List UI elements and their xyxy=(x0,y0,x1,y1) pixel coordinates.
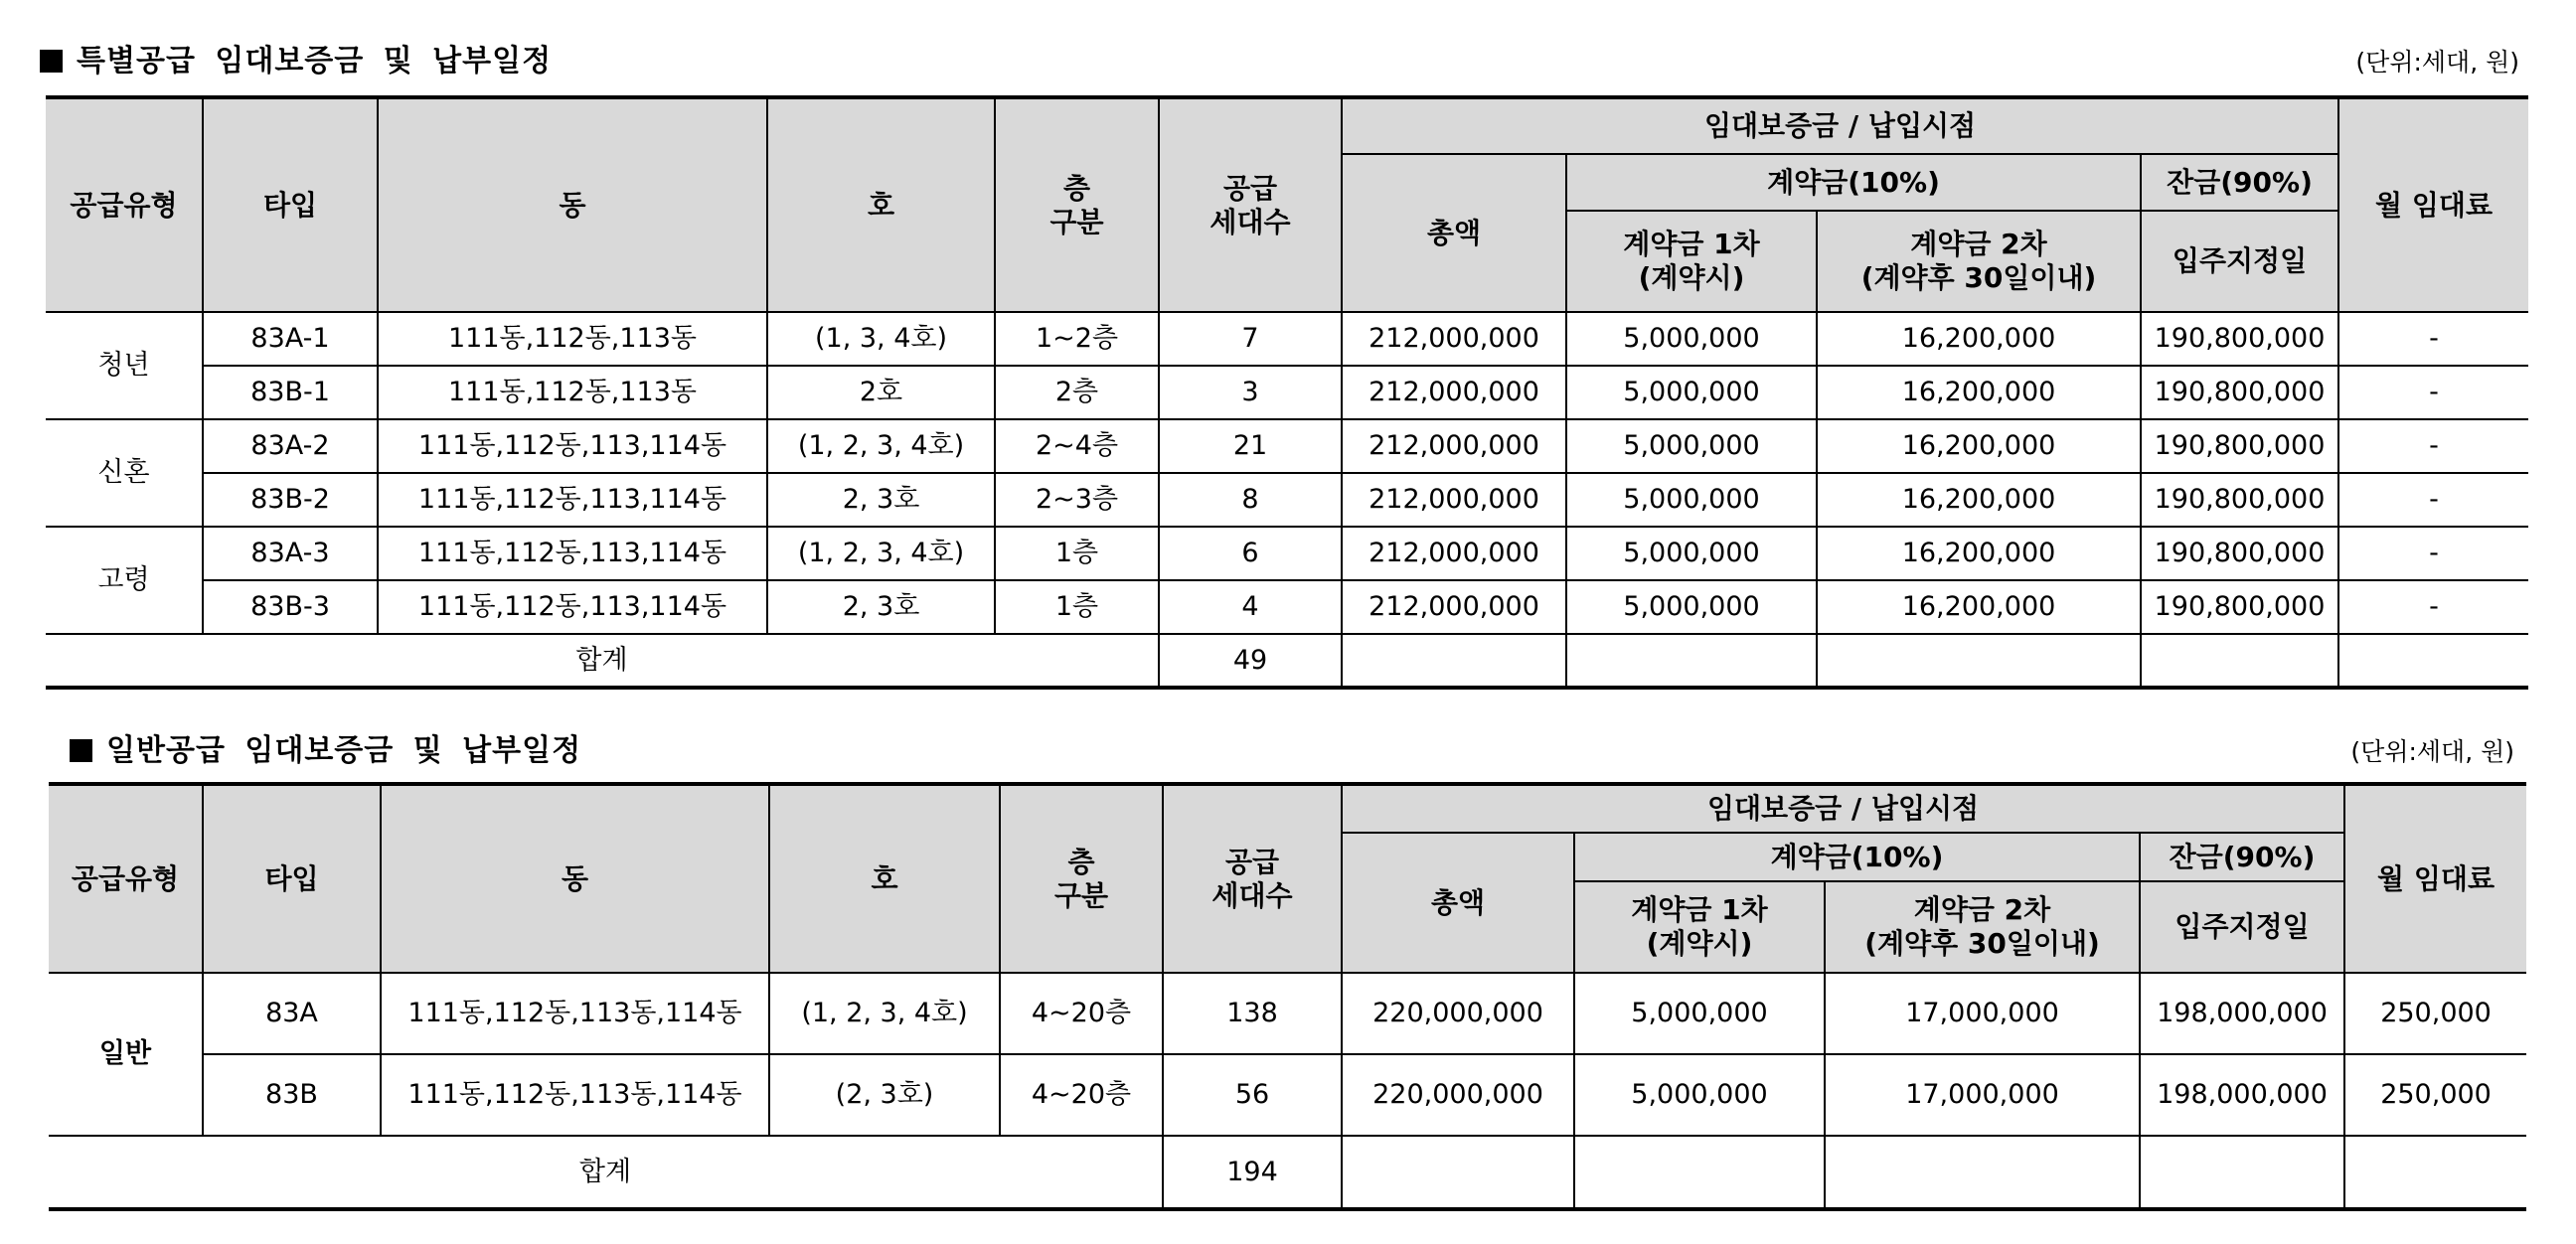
cell-balance: 190,800,000 xyxy=(2141,419,2338,473)
total-label: 합계 xyxy=(49,1136,1163,1209)
cell-rent: - xyxy=(2338,312,2528,366)
cell-dong: 111동,112동,113,114동 xyxy=(378,527,767,580)
group-label: 일반 xyxy=(49,973,203,1136)
cell-contract1: 5,000,000 xyxy=(1566,580,1817,634)
cell-type: 83A xyxy=(203,973,381,1054)
header-dong: 동 xyxy=(378,97,767,312)
cell-contract2: 16,200,000 xyxy=(1817,473,2141,527)
cell-contract1: 5,000,000 xyxy=(1566,312,1817,366)
cell-rent: 250,000 xyxy=(2344,1054,2526,1136)
header-floor: 층 구분 xyxy=(1000,784,1163,973)
header-monthly-rent: 월 임대료 xyxy=(2338,97,2528,312)
cell-contract2: 16,200,000 xyxy=(1817,312,2141,366)
special-section-title: 특별공급 임대보증금 및 납부일정 xyxy=(40,44,552,79)
total-row xyxy=(49,1136,2526,1209)
cell-rent: - xyxy=(2338,366,2528,419)
cell-contract1: 5,000,000 xyxy=(1566,419,1817,473)
header-units: 공급 세대수 xyxy=(1163,784,1342,973)
header-units: 공급 세대수 xyxy=(1159,97,1342,312)
cell-ho: (1, 2, 3, 4호) xyxy=(767,527,995,580)
general-section-title: 일반공급 임대보증금 및 납부일정 xyxy=(70,733,581,769)
cell-balance: 190,800,000 xyxy=(2141,527,2338,580)
header-type: 타입 xyxy=(203,784,381,973)
cell-balance: 190,800,000 xyxy=(2141,366,2338,419)
table-row xyxy=(46,473,2528,527)
cell-ho: (1, 2, 3, 4호) xyxy=(767,419,995,473)
cell-rent: - xyxy=(2338,419,2528,473)
cell-ho: (1, 3, 4호) xyxy=(767,312,995,366)
header-type: 타입 xyxy=(203,97,378,312)
total-empty xyxy=(2141,634,2338,688)
header-dong: 동 xyxy=(381,784,769,973)
cell-units: 4 xyxy=(1159,580,1342,634)
header-monthly-rent: 월 임대료 xyxy=(2344,784,2526,973)
table-row xyxy=(49,973,2526,1054)
total-row xyxy=(46,634,2528,688)
cell-contract2: 17,000,000 xyxy=(1825,1054,2140,1136)
header-ho: 호 xyxy=(767,97,995,312)
total-empty xyxy=(1342,1136,1574,1209)
cell-dong: 111동,112동,113동 xyxy=(378,312,767,366)
cell-floor: 4~20층 xyxy=(1000,973,1163,1054)
header-contract2: 계약금 2차 (계약후 30일이내) xyxy=(1817,211,2141,312)
cell-total: 212,000,000 xyxy=(1342,419,1566,473)
cell-contract2: 16,200,000 xyxy=(1817,527,2141,580)
general-supply-table xyxy=(49,782,2526,1211)
cell-type: 83B-1 xyxy=(203,366,378,419)
cell-contract1: 5,000,000 xyxy=(1566,473,1817,527)
cell-total: 212,000,000 xyxy=(1342,366,1566,419)
cell-balance: 198,000,000 xyxy=(2140,1054,2344,1136)
group-label: 신혼 xyxy=(46,419,203,527)
cell-ho: 2, 3호 xyxy=(767,580,995,634)
cell-units: 138 xyxy=(1163,973,1342,1054)
total-empty xyxy=(2338,634,2528,688)
special-unit-note: (단위:세대, 원) xyxy=(2355,48,2519,77)
cell-floor: 1~2층 xyxy=(995,312,1159,366)
header-balance-group: 잔금(90%) xyxy=(2141,154,2338,211)
cell-dong: 111동,112동,113동,114동 xyxy=(381,1054,769,1136)
cell-contract2: 16,200,000 xyxy=(1817,366,2141,419)
total-empty xyxy=(1342,634,1566,688)
header-deposit-group: 임대보증금 / 납입시점 xyxy=(1342,784,2344,833)
header-balance-date: 입주지정일 xyxy=(2141,211,2338,312)
cell-balance: 190,800,000 xyxy=(2141,312,2338,366)
cell-type: 83B-2 xyxy=(203,473,378,527)
cell-contract2: 17,000,000 xyxy=(1825,973,2140,1054)
cell-ho: (1, 2, 3, 4호) xyxy=(769,973,1000,1054)
square-bullet-icon xyxy=(70,739,92,762)
general-unit-note: (단위:세대, 원) xyxy=(2350,737,2514,766)
cell-balance: 198,000,000 xyxy=(2140,973,2344,1054)
table-row xyxy=(46,419,2528,473)
cell-total: 212,000,000 xyxy=(1342,473,1566,527)
header-ho: 호 xyxy=(769,784,1000,973)
total-empty xyxy=(1817,634,2141,688)
cell-floor: 4~20층 xyxy=(1000,1054,1163,1136)
cell-contract1: 5,000,000 xyxy=(1574,1054,1825,1136)
special-supply-table xyxy=(46,95,2528,690)
cell-total: 220,000,000 xyxy=(1342,973,1574,1054)
cell-ho: 2, 3호 xyxy=(767,473,995,527)
cell-balance: 190,800,000 xyxy=(2141,473,2338,527)
cell-dong: 111동,112동,113동 xyxy=(378,366,767,419)
cell-type: 83A-2 xyxy=(203,419,378,473)
cell-contract2: 16,200,000 xyxy=(1817,419,2141,473)
cell-total: 212,000,000 xyxy=(1342,580,1566,634)
cell-floor: 2~3층 xyxy=(995,473,1159,527)
total-empty xyxy=(1566,634,1817,688)
total-units: 194 xyxy=(1163,1136,1342,1209)
total-empty xyxy=(2344,1136,2526,1209)
cell-type: 83A-1 xyxy=(203,312,378,366)
cell-floor: 1층 xyxy=(995,527,1159,580)
header-contract-group: 계약금(10%) xyxy=(1574,833,2140,881)
cell-total: 220,000,000 xyxy=(1342,1054,1574,1136)
square-bullet-icon xyxy=(40,50,63,73)
header-contract2: 계약금 2차 (계약후 30일이내) xyxy=(1825,881,2140,973)
cell-contract1: 5,000,000 xyxy=(1566,527,1817,580)
cell-dong: 111동,112동,113,114동 xyxy=(378,419,767,473)
header-floor: 층 구분 xyxy=(995,97,1159,312)
cell-rent: - xyxy=(2338,473,2528,527)
cell-floor: 1층 xyxy=(995,580,1159,634)
header-deposit-group: 임대보증금 / 납입시점 xyxy=(1342,97,2338,154)
cell-rent: - xyxy=(2338,580,2528,634)
header-balance-group: 잔금(90%) xyxy=(2140,833,2344,881)
table-row xyxy=(46,527,2528,580)
total-empty xyxy=(2140,1136,2344,1209)
cell-units: 21 xyxy=(1159,419,1342,473)
cell-rent: 250,000 xyxy=(2344,973,2526,1054)
header-total: 총액 xyxy=(1342,154,1566,312)
cell-ho: (2, 3호) xyxy=(769,1054,1000,1136)
cell-units: 7 xyxy=(1159,312,1342,366)
cell-type: 83A-3 xyxy=(203,527,378,580)
header-contract-group: 계약금(10%) xyxy=(1566,154,2141,211)
header-supply-type: 공급유형 xyxy=(49,784,203,973)
table-row xyxy=(46,366,2528,419)
cell-contract1: 5,000,000 xyxy=(1574,973,1825,1054)
cell-units: 56 xyxy=(1163,1054,1342,1136)
group-label: 청년 xyxy=(46,312,203,419)
cell-dong: 111동,112동,113,114동 xyxy=(378,580,767,634)
cell-ho: 2호 xyxy=(767,366,995,419)
cell-floor: 2층 xyxy=(995,366,1159,419)
cell-contract2: 16,200,000 xyxy=(1817,580,2141,634)
cell-type: 83B-3 xyxy=(203,580,378,634)
header-supply-type: 공급유형 xyxy=(46,97,203,312)
cell-units: 3 xyxy=(1159,366,1342,419)
cell-dong: 111동,112동,113동,114동 xyxy=(381,973,769,1054)
table-row xyxy=(46,580,2528,634)
table-row xyxy=(49,1054,2526,1136)
total-empty xyxy=(1825,1136,2140,1209)
total-empty xyxy=(1574,1136,1825,1209)
cell-contract1: 5,000,000 xyxy=(1566,366,1817,419)
total-label: 합계 xyxy=(46,634,1159,688)
group-label: 고령 xyxy=(46,527,203,634)
cell-rent: - xyxy=(2338,527,2528,580)
cell-total: 212,000,000 xyxy=(1342,527,1566,580)
cell-total: 212,000,000 xyxy=(1342,312,1566,366)
cell-floor: 2~4층 xyxy=(995,419,1159,473)
cell-units: 6 xyxy=(1159,527,1342,580)
cell-balance: 190,800,000 xyxy=(2141,580,2338,634)
header-balance-date: 입주지정일 xyxy=(2140,881,2344,973)
total-units: 49 xyxy=(1159,634,1342,688)
header-total: 총액 xyxy=(1342,833,1574,973)
header-contract1: 계약금 1차 (계약시) xyxy=(1566,211,1817,312)
cell-type: 83B xyxy=(203,1054,381,1136)
cell-units: 8 xyxy=(1159,473,1342,527)
cell-dong: 111동,112동,113,114동 xyxy=(378,473,767,527)
header-contract1: 계약금 1차 (계약시) xyxy=(1574,881,1825,973)
table-row xyxy=(46,312,2528,366)
